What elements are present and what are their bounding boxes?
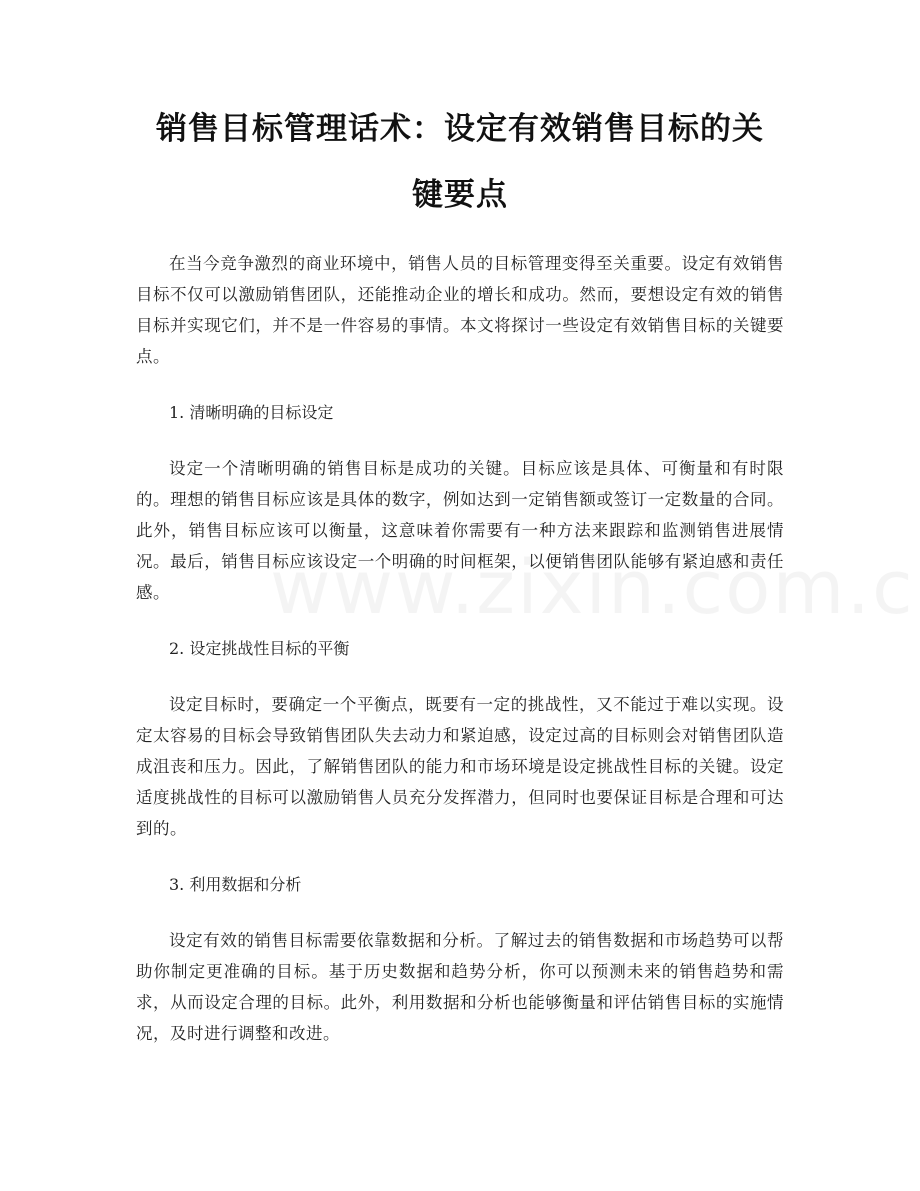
document-title — [120, 96, 800, 228]
section-heading-3: 3. 利用数据和分析 — [169, 875, 302, 894]
document-body — [136, 248, 784, 1074]
title-line-2: 键要点 — [412, 177, 508, 213]
section-body-1: 设定一个清晰明确的销售目标是成功的关键。目标应该是具体、可衡量和有时限的。理想的销售目标应该是具体的数字，例如达到一定销售额或签订一定数量的合同。此外，销售目标应该可以衡量，这意味着你需要有一种方法来跟踪和监测销售进展情况。最后，销售目标应该设定一个明确的时间框架，以便销售团队能够有紧迫感和责任感。 — [136, 459, 784, 602]
title-line-1: 销售目标管理话术：设定有效销售目标的关 — [156, 111, 764, 147]
section-body-2: 设定目标时，要确定一个平衡点，既要有一定的挑战性，又不能过于难以实现。设定太容易的目标会导致销售团队失去动力和紧迫感，设定过高的目标则会对销售团队造成沮丧和压力。因此，了解销售团队的能力和市场环境是设定挑战性目标的关键。设定适度挑战性的目标可以激励销售人员充分发挥潜力，但同时也要保证目标是合理和可达到的。 — [136, 695, 784, 838]
intro-paragraph: 在当今竞争激烈的商业环境中，销售人员的目标管理变得至关重要。设定有效销售目标不仅可以激励销售团队，还能推动企业的增长和成功。然而，要想设定有效的销售目标并实现它们，并不是一件容易的事情。本文将探讨一些设定有效销售目标的关键要点。 — [136, 254, 784, 366]
section-body-3: 设定有效的销售目标需要依靠数据和分析。了解过去的销售数据和市场趋势可以帮助你制定更准确的目标。基于历史数据和趋势分析，你可以预测未来的销售趋势和需求，从而设定合理的目标。此外，利用数据和分析也能够衡量和评估销售目标的实施情况，及时进行调整和改进。 — [136, 931, 784, 1043]
section-heading-1: 1. 清晰明确的目标设定 — [169, 403, 334, 422]
section-heading-2: 2. 设定挑战性目标的平衡 — [169, 639, 350, 658]
